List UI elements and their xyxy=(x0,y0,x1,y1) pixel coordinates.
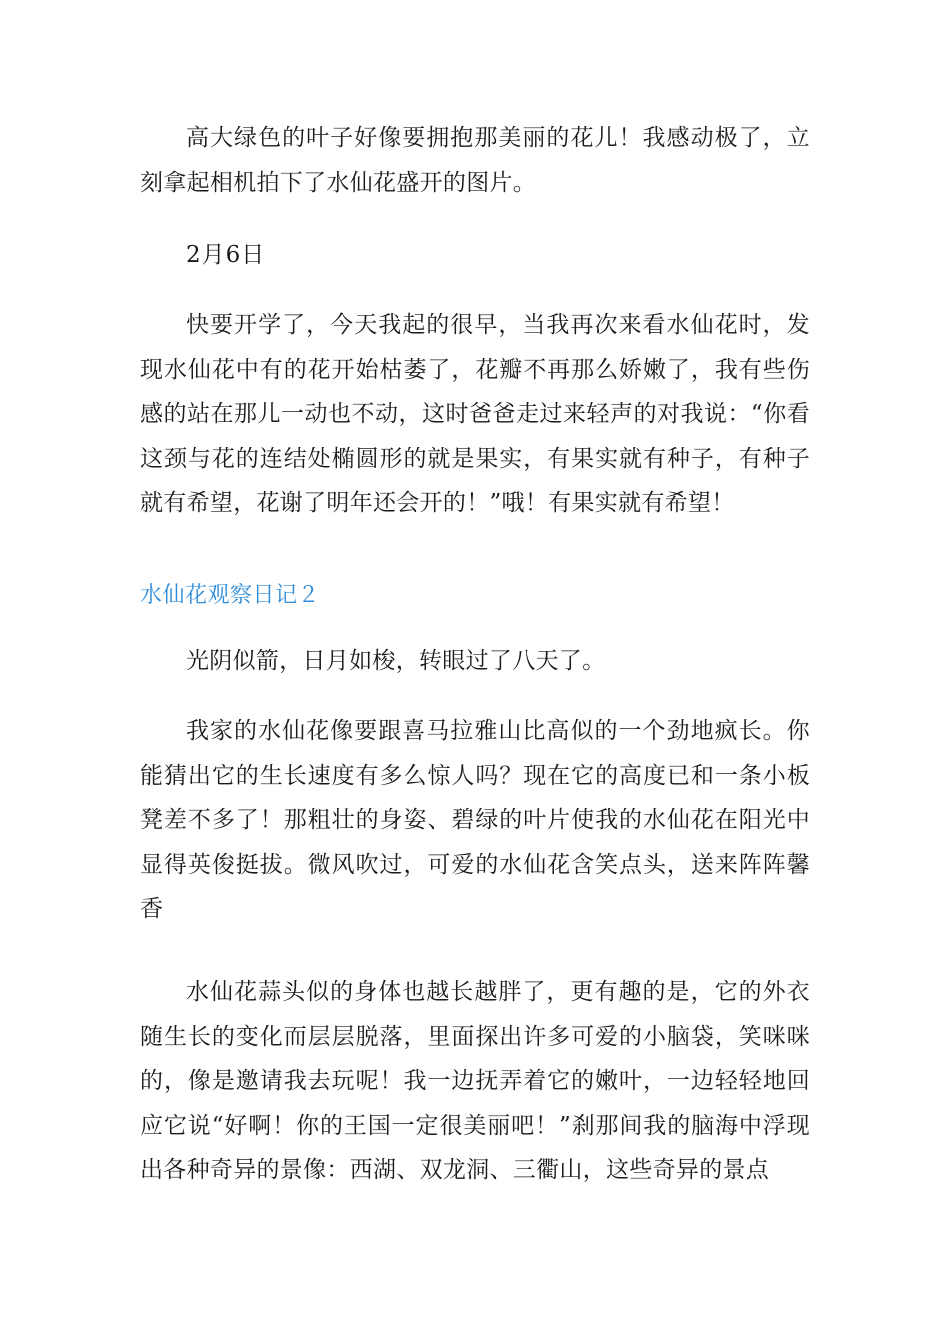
paragraph-time-flies: 光阴似箭，日月如梭，转眼过了八天了。 xyxy=(186,648,606,674)
section-heading: 水仙花观察日记２ xyxy=(140,583,321,608)
paragraph-leaves-hug-flower: 高大绿色的叶子好像要拥抱那美丽的花儿！我感动极了，立刻拿起相机拍下了水仙花盛开的图片。 xyxy=(140,125,810,196)
diary-date: 2月6日 xyxy=(186,242,266,268)
paragraph-bulb-body: 水仙花蒜头似的身体也越长越胖了，更有趣的是，它的外衣随生长的变化而层层脱落，里面探出许多可爱的小脑袋，笑咪咪的，像是邀请我去玩呢！我一边抚弄着它的嫩叶，一边轻轻地回应它说“好啊！你的王国一定很美丽吧！”刹那间我的脑海中浮现出各种奇异的景像：西湖、双龙洞、三衢山，这些奇异的景点 xyxy=(140,979,810,1183)
paragraph-flower-withering: 快要开学了，今天我起的很早，当我再次来看水仙花时，发现水仙花中有的花开始枯萎了，花瓣不再那么娇嫩了，我有些伤感的站在那儿一动也不动，这时爸爸走过来轻声的对我说：“你看这颈与花的连结处椭圆形的就是果实，有果实就有种子，有种子就有希望，花谢了明年还会开的！”哦！有果实就有希望！ xyxy=(140,312,810,516)
paragraph-flower-growth: 我家的水仙花像要跟喜马拉雅山比高似的一个劲地疯长。你能猜出它的生长速度有多么惊人吗？现在它的高度已和一条小板凳差不多了！那粗壮的身姿、碧绿的叶片使我的水仙花在阳光中显得英俊挺拔。微风吹过，可爱的水仙花含笑点头，送来阵阵馨香 xyxy=(140,718,810,922)
